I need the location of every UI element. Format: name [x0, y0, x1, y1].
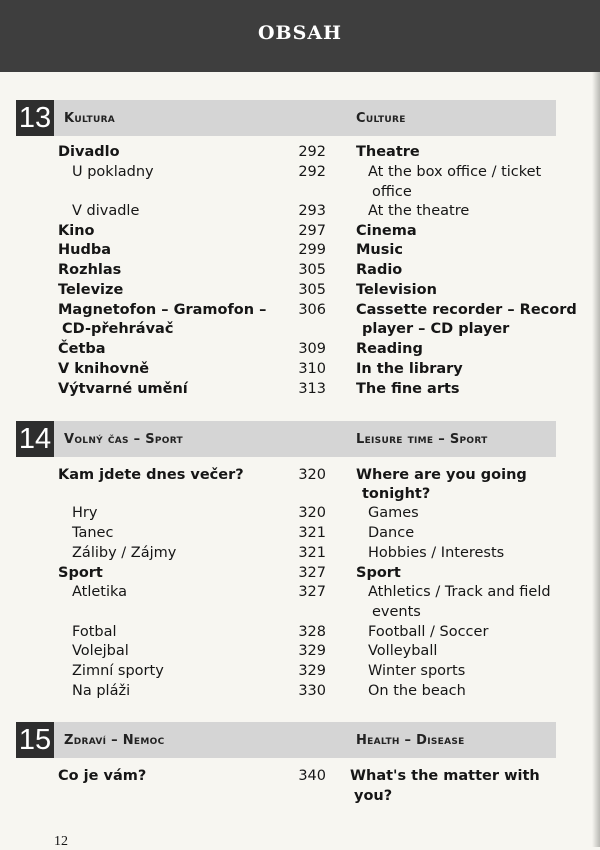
entry-en: Reading [356, 341, 423, 357]
entry-en-continuation: player – CD player [362, 321, 510, 337]
entry-en: Winter sports [368, 663, 466, 679]
entry-en: Where are you going [356, 467, 527, 483]
entry-page: 340 [298, 768, 326, 784]
entry-en: Sport [356, 565, 401, 581]
entry-cz: Kino [58, 223, 95, 239]
entry-cz: Výtvarné umění [58, 381, 188, 397]
entry-page: 328 [298, 624, 326, 640]
section-title-cz: Zdraví – Nemoc [64, 733, 165, 748]
entry-cz-continuation: CD-přehrávač [62, 321, 174, 337]
entry-cz: Četba [58, 341, 106, 357]
entry-page: 320 [298, 467, 326, 483]
entry-en: Theatre [356, 144, 420, 160]
toc-entry[interactable] [0, 260, 600, 280]
toc-entry[interactable] [0, 142, 600, 162]
toc-entry[interactable] [0, 681, 600, 701]
section-title-en: Health – Disease [356, 733, 465, 748]
toc-entry[interactable] [0, 201, 600, 221]
page-header [0, 0, 600, 72]
entry-cz: Na pláži [72, 683, 131, 699]
entry-page: 305 [298, 262, 326, 278]
toc-entry[interactable] [0, 563, 600, 583]
entry-page: 292 [298, 144, 326, 160]
entry-en: Volleyball [368, 643, 438, 659]
entry-page: 305 [298, 282, 326, 298]
toc-entry[interactable] [0, 523, 600, 543]
entry-en: At the box office / ticket [368, 164, 542, 180]
page-number: 12 [54, 834, 68, 849]
toc-entry[interactable] [0, 641, 600, 661]
entry-cz: Hudba [58, 242, 112, 258]
entry-page: 292 [298, 164, 326, 180]
entry-en: Athletics / Track and field [368, 584, 551, 600]
toc-entry[interactable] [0, 221, 600, 241]
entry-en: What's the matter with [350, 768, 540, 784]
entry-en: The fine arts [356, 381, 460, 397]
entry-cz: Tanec [72, 525, 114, 541]
toc-entry[interactable] [0, 465, 600, 485]
entry-cz: Záliby / Zájmy [72, 545, 177, 561]
entry-cz: Kam jdete dnes večer? [58, 467, 244, 483]
entry-cz: V divadle [72, 203, 140, 219]
entry-en: Cinema [356, 223, 417, 239]
entry-cz: Sport [58, 565, 103, 581]
entry-en-continuation: events [372, 604, 421, 620]
toc-entry[interactable] [0, 280, 600, 300]
section-number: 15 [16, 722, 54, 758]
toc-entry[interactable] [0, 661, 600, 681]
section-title-cz: Volný čas – Sport [64, 432, 184, 447]
section-number: 13 [16, 100, 54, 136]
entry-page: 313 [298, 381, 326, 397]
entry-en: At the theatre [368, 203, 470, 219]
entry-cz: U pokladny [72, 164, 154, 180]
toc-entry[interactable] [0, 503, 600, 523]
entry-page: 327 [298, 565, 326, 581]
entry-cz: Zimní sporty [72, 663, 164, 679]
entry-en: Dance [368, 525, 415, 541]
toc-entry[interactable] [0, 582, 600, 602]
toc-entry[interactable] [0, 622, 600, 642]
entry-en: In the library [356, 361, 463, 377]
entry-cz: Televize [58, 282, 124, 298]
entry-page: 310 [298, 361, 326, 377]
toc-entry[interactable] [0, 379, 600, 399]
entry-page: 327 [298, 584, 326, 600]
entry-en: On the beach [368, 683, 466, 699]
entry-cz: Volejbal [72, 643, 129, 659]
toc-entry[interactable] [0, 240, 600, 260]
entry-page: 321 [298, 545, 326, 561]
entry-page: 299 [298, 242, 326, 258]
entry-page: 306 [298, 302, 326, 318]
entry-page: 321 [298, 525, 326, 541]
entry-en: Cassette recorder – Record [356, 302, 577, 318]
entry-cz: Divadlo [58, 144, 120, 160]
toc-entry[interactable] [0, 339, 600, 359]
entry-page: 330 [298, 683, 326, 699]
entry-page: 329 [298, 663, 326, 679]
entry-en: Radio [356, 262, 403, 278]
entry-en: Football / Soccer [368, 624, 489, 640]
entry-en-continuation: tonight? [362, 486, 431, 502]
entry-en: Hobbies / Interests [368, 545, 505, 561]
section-title-en: Culture [356, 111, 406, 126]
page-edge-shadow [592, 72, 600, 847]
entry-cz: Co je vám? [58, 768, 147, 784]
entry-page: 293 [298, 203, 326, 219]
entry-page: 329 [298, 643, 326, 659]
page-title: OBSAH [257, 22, 343, 44]
section-title-en: Leisure time – Sport [356, 432, 488, 447]
entry-cz: Magnetofon – Gramofon – [58, 302, 267, 318]
entry-page: 309 [298, 341, 326, 357]
entry-page: 320 [298, 505, 326, 521]
entry-en: Television [356, 282, 437, 298]
entry-cz: Fotbal [72, 624, 117, 640]
entry-cz: Hry [72, 505, 98, 521]
entry-cz: Atletika [72, 584, 128, 600]
entry-en: Games [368, 505, 419, 521]
entry-en-continuation: office [372, 184, 412, 200]
section-title-cz: Kultura [64, 111, 116, 126]
toc-entry[interactable] [0, 543, 600, 563]
entry-cz: V knihovně [58, 361, 150, 377]
toc-entry[interactable] [0, 359, 600, 379]
entry-en-continuation: you? [354, 788, 393, 804]
entry-cz: Rozhlas [58, 262, 122, 278]
toc-entry[interactable] [0, 766, 600, 786]
toc-entry[interactable] [0, 162, 600, 182]
section-number: 14 [16, 421, 54, 457]
toc-entry[interactable] [0, 300, 600, 320]
entry-page: 297 [298, 223, 326, 239]
entry-en: Music [356, 242, 403, 258]
